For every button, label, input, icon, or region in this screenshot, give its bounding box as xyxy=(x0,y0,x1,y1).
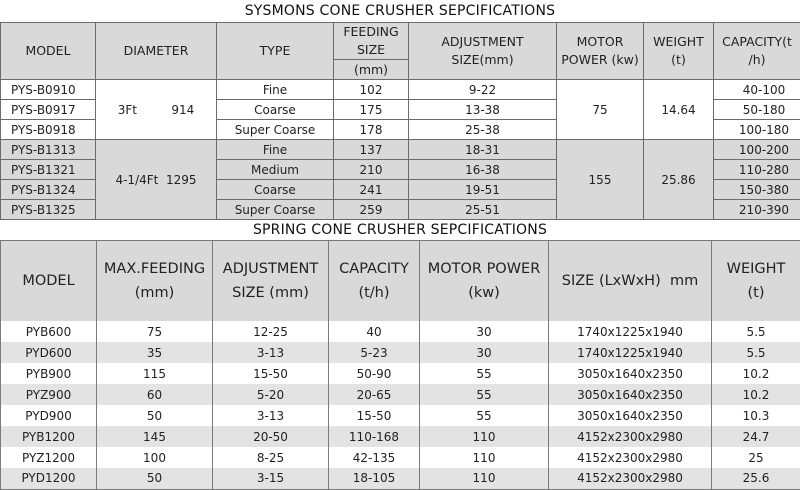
motor-cell: 110 xyxy=(420,468,549,489)
header-capacity-line2: /h) xyxy=(714,51,800,69)
feeding-cell: 60 xyxy=(97,384,213,405)
adjustment-cell: 3-15 xyxy=(213,468,329,489)
size-cell: 3050x1640x2350 xyxy=(549,363,712,384)
model-cell: PYZ900 xyxy=(1,384,97,405)
feeding-cell: 178 xyxy=(334,120,409,140)
motor-cell: 110 xyxy=(420,426,549,447)
type-cell: Super Coarse xyxy=(217,200,334,220)
feeding-cell: 259 xyxy=(334,200,409,220)
feeding-cell: 210 xyxy=(334,160,409,180)
table-row xyxy=(1,80,800,100)
type-cell: Fine xyxy=(217,80,334,100)
model-cell: PYS-B0918 xyxy=(1,120,96,140)
header-adjustment-line1: ADJUSTMENT xyxy=(213,257,328,281)
header-motor-line2: POWER (kw) xyxy=(557,51,643,69)
header-type: TYPE xyxy=(217,23,334,80)
table-row xyxy=(1,405,800,426)
table-row xyxy=(1,363,800,384)
capacity-cell: 100-180 xyxy=(714,120,800,140)
capacity-cell: 150-380 xyxy=(714,180,800,200)
header-feeding-unit: (mm) xyxy=(334,60,409,80)
adjustment-cell: 16-38 xyxy=(409,160,557,180)
header-model: MODEL xyxy=(1,23,96,80)
type-cell: Coarse xyxy=(217,100,334,120)
header-weight-line2: (t) xyxy=(644,51,713,69)
adjustment-cell: 18-31 xyxy=(409,140,557,160)
model-cell: PYB600 xyxy=(1,321,97,342)
weight-cell: 24.7 xyxy=(712,426,800,447)
feeding-cell: 50 xyxy=(97,468,213,489)
model-cell: PYD1200 xyxy=(1,468,97,489)
table-row xyxy=(1,468,800,489)
sysmons-spec-table xyxy=(0,22,800,220)
capacity-cell: 40 xyxy=(329,321,420,342)
capacity-cell: 110-168 xyxy=(329,426,420,447)
feeding-cell: 137 xyxy=(334,140,409,160)
capacity-cell: 50-180 xyxy=(714,100,800,120)
model-cell: PYS-B0917 xyxy=(1,100,96,120)
model-cell: PYS-B1313 xyxy=(1,140,96,160)
size-cell: 4152x2300x2980 xyxy=(549,447,712,468)
feeding-cell: 75 xyxy=(97,321,213,342)
header-size: SIZE (LxWxH) mm xyxy=(549,241,712,322)
type-cell: Coarse xyxy=(217,180,334,200)
header-adjustment xyxy=(213,241,329,322)
header-feeding-line2: SIZE xyxy=(334,41,408,59)
capacity-cell: 18-105 xyxy=(329,468,420,489)
adjustment-cell: 8-25 xyxy=(213,447,329,468)
sysmons-table-title: SYSMONS CONE CRUSHER SEPCIFICATIONS xyxy=(0,0,800,22)
capacity-cell: 42-135 xyxy=(329,447,420,468)
motor-cell: 30 xyxy=(420,342,549,363)
weight-cell: 5.5 xyxy=(712,321,800,342)
header-weight xyxy=(712,241,800,322)
header-adjustment-line2: SIZE (mm) xyxy=(213,281,328,305)
capacity-cell: 50-90 xyxy=(329,363,420,384)
adjustment-cell: 13-38 xyxy=(409,100,557,120)
model-cell: PYS-B1325 xyxy=(1,200,96,220)
header-capacity-line2: (t/h) xyxy=(329,281,419,305)
adjustment-cell: 25-51 xyxy=(409,200,557,220)
header-feeding-line2: (mm) xyxy=(97,281,212,305)
type-cell: Fine xyxy=(217,140,334,160)
header-capacity xyxy=(329,241,420,322)
capacity-cell: 100-200 xyxy=(714,140,800,160)
header-adjustment-line2: SIZE(mm) xyxy=(409,51,556,69)
weight-cell: 5.5 xyxy=(712,342,800,363)
header-model: MODEL xyxy=(1,241,97,322)
header-feeding-line1: MAX.FEEDING xyxy=(97,257,212,281)
capacity-cell: 20-65 xyxy=(329,384,420,405)
motor-cell: 55 xyxy=(420,363,549,384)
model-cell: PYD600 xyxy=(1,342,97,363)
diameter-cell: 4-1/4Ft 1295 xyxy=(96,140,217,220)
table-row xyxy=(1,426,800,447)
header-motor-line1: MOTOR POWER xyxy=(420,257,548,281)
motor-cell: 75 xyxy=(557,80,644,140)
header-weight-line1: WEIGHT xyxy=(712,257,800,281)
adjustment-cell: 9-22 xyxy=(409,80,557,100)
feeding-cell: 35 xyxy=(97,342,213,363)
capacity-cell: 210-390 xyxy=(714,200,800,220)
header-capacity xyxy=(714,23,800,80)
weight-cell: 25 xyxy=(712,447,800,468)
model-cell: PYS-B0910 xyxy=(1,80,96,100)
feeding-cell: 100 xyxy=(97,447,213,468)
motor-cell: 110 xyxy=(420,447,549,468)
model-cell: PYB1200 xyxy=(1,426,97,447)
header-adjustment-line1: ADJUSTMENT xyxy=(409,33,556,51)
header-max-feeding xyxy=(97,241,213,322)
header-motor-line2: (kw) xyxy=(420,281,548,305)
model-cell: PYS-B1321 xyxy=(1,160,96,180)
table-row xyxy=(1,342,800,363)
size-cell: 3050x1640x2350 xyxy=(549,405,712,426)
motor-cell: 55 xyxy=(420,384,549,405)
header-motor-power xyxy=(557,23,644,80)
motor-cell: 30 xyxy=(420,321,549,342)
table-row xyxy=(1,384,800,405)
diameter-cell: 3Ft 914 xyxy=(96,80,217,140)
header-motor-line1: MOTOR xyxy=(557,33,643,51)
capacity-cell: 5-23 xyxy=(329,342,420,363)
model-cell: PYD900 xyxy=(1,405,97,426)
header-adjustment xyxy=(409,23,557,80)
table-row xyxy=(1,140,800,160)
motor-cell: 55 xyxy=(420,405,549,426)
capacity-cell: 40-100 xyxy=(714,80,800,100)
feeding-cell: 50 xyxy=(97,405,213,426)
adjustment-cell: 19-51 xyxy=(409,180,557,200)
header-weight-line2: (t) xyxy=(712,281,800,305)
adjustment-cell: 12-25 xyxy=(213,321,329,342)
motor-cell: 155 xyxy=(557,140,644,220)
header-weight-line1: WEIGHT xyxy=(644,33,713,51)
size-cell: 4152x2300x2980 xyxy=(549,468,712,489)
size-cell: 3050x1640x2350 xyxy=(549,384,712,405)
spring-table-title: SPRING CONE CRUSHER SEPCIFICATIONS xyxy=(0,220,800,240)
weight-cell: 25.86 xyxy=(644,140,714,220)
adjustment-cell: 3-13 xyxy=(213,405,329,426)
weight-cell: 10.2 xyxy=(712,384,800,405)
weight-cell: 10.3 xyxy=(712,405,800,426)
adjustment-cell: 3-13 xyxy=(213,342,329,363)
model-cell: PYB900 xyxy=(1,363,97,384)
adjustment-cell: 20-50 xyxy=(213,426,329,447)
header-weight xyxy=(644,23,714,80)
spring-spec-table xyxy=(0,240,800,490)
weight-cell: 10.2 xyxy=(712,363,800,384)
feeding-cell: 145 xyxy=(97,426,213,447)
size-cell: 4152x2300x2980 xyxy=(549,426,712,447)
type-cell: Medium xyxy=(217,160,334,180)
type-cell: Super Coarse xyxy=(217,120,334,140)
feeding-cell: 102 xyxy=(334,80,409,100)
header-feeding-size xyxy=(334,23,409,60)
feeding-cell: 115 xyxy=(97,363,213,384)
header-diameter: DIAMETER xyxy=(96,23,217,80)
header-motor-power xyxy=(420,241,549,322)
header-capacity-line1: CAPACITY xyxy=(329,257,419,281)
adjustment-cell: 5-20 xyxy=(213,384,329,405)
weight-cell: 14.64 xyxy=(644,80,714,140)
model-cell: PYZ1200 xyxy=(1,447,97,468)
weight-cell: 25.6 xyxy=(712,468,800,489)
capacity-cell: 110-280 xyxy=(714,160,800,180)
feeding-cell: 241 xyxy=(334,180,409,200)
model-cell: PYS-B1324 xyxy=(1,180,96,200)
size-cell: 1740x1225x1940 xyxy=(549,321,712,342)
table-row xyxy=(1,447,800,468)
size-cell: 1740x1225x1940 xyxy=(549,342,712,363)
adjustment-cell: 25-38 xyxy=(409,120,557,140)
feeding-cell: 175 xyxy=(334,100,409,120)
header-capacity-line1: CAPACITY(t xyxy=(714,33,800,51)
header-feeding-line1: FEEDING xyxy=(334,23,408,41)
adjustment-cell: 15-50 xyxy=(213,363,329,384)
capacity-cell: 15-50 xyxy=(329,405,420,426)
table-row xyxy=(1,321,800,342)
